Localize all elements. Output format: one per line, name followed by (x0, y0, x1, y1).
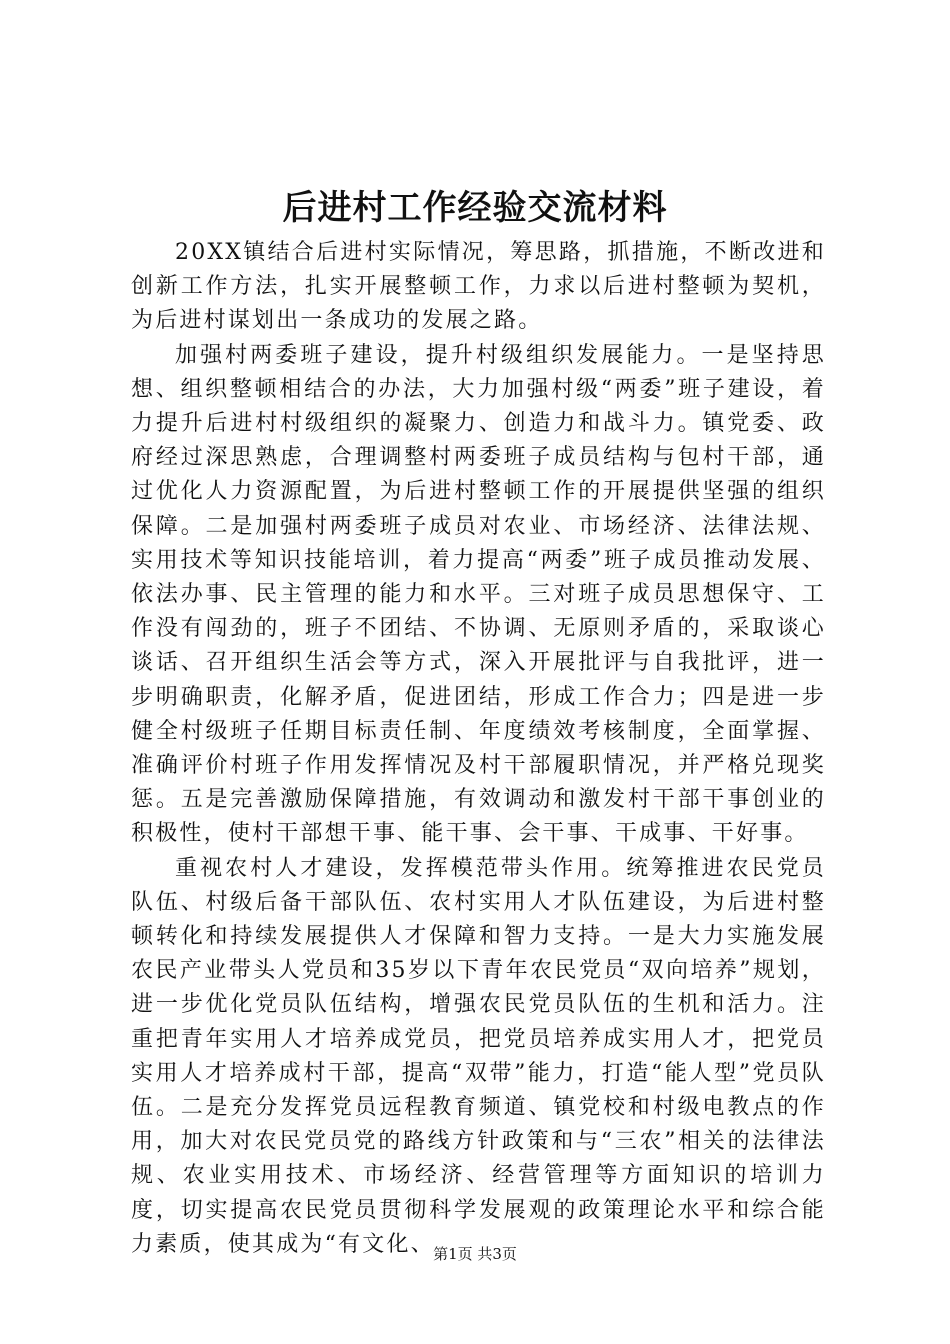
paragraph-committee-building: 加强村两委班子建设，提升村级组织发展能力。一是坚持思想、组织整顿相结合的办法，大力加强村级“两委”班子建设，着力提升后进村村级组织的凝聚力、创造力和战斗力。镇党委、政府经过深思熟虑，合理调整村两委班子成员结构与包村干部，通过优化人力资源配置，为后进村整顿工作的开展提供坚强的组织保障。二是加强村两委班子成员对农业、市场经济、法律法规、实用技术等知识技能培训，着力提高“两委”班子成员推动发展、依法办事、民主管理的能力和水平。三对班子成员思想保守、工作没有闯劲的，班子不团结、不协调、无原则矛盾的，采取谈心谈话、召开组织生活会等方式，深入开展批评与自我批评，进一步明确职责，化解矛盾，促进团结，形成工作合力；四是进一步健全村级班子任期目标责任制、年度绩效考核制度，全面掌握、准确评价村班子作用发挥情况及村干部履职情况，并严格兑现奖惩。五是完善激励保障措施，有效调动和激发村干部干事创业的积极性，使村干部想干事、能干事、会干事、干成事、干好事。 (131, 342, 826, 847)
document-title: 后进村工作经验交流材料 (282, 188, 668, 228)
page-number: 第1页 (433, 1245, 473, 1263)
paragraph-talent-building: 重视农村人才建设，发挥模范带头作用。统筹推进农民党员队伍、村级后备干部队伍、农村实用人才队伍建设，为后进村整顿转化和持续发展提供人才保障和智力支持。一是大力实施发展农民产业带头人党员和35岁以下青年农民党员“双向培养”规划，进一步优化党员队伍结构，增强农民党员队伍的生机和活力。注重把青年实用人才培养成党员，把党员培养成实用人才，把党员实用人才培养成村干部，提高“双带”能力，打造“能人型”党员队伍。二是充分发挥党员远程教育频道、镇党校和村级电教点的作用，加大对农民党员党的路线方针政策和与“三农”相关的法律法规、农业实用技术、市场经济、经营管理等方面知识的培训力度，切实提高农民党员贯彻科学发展观的政策理论水平和综合能力素质，使其成为“有文化、 (131, 855, 826, 1257)
paragraph-intro: 20XX镇结合后进村实际情况，筹思路，抓措施，不断改进和创新工作方法，扎实开展整顿工作，力求以后进村整顿为契机，为后进村谋划出一条成功的发展之路。 (131, 240, 826, 334)
page-total: 共3页 (477, 1245, 517, 1263)
document-body (131, 236, 826, 1262)
page-footer (0, 1243, 950, 1265)
